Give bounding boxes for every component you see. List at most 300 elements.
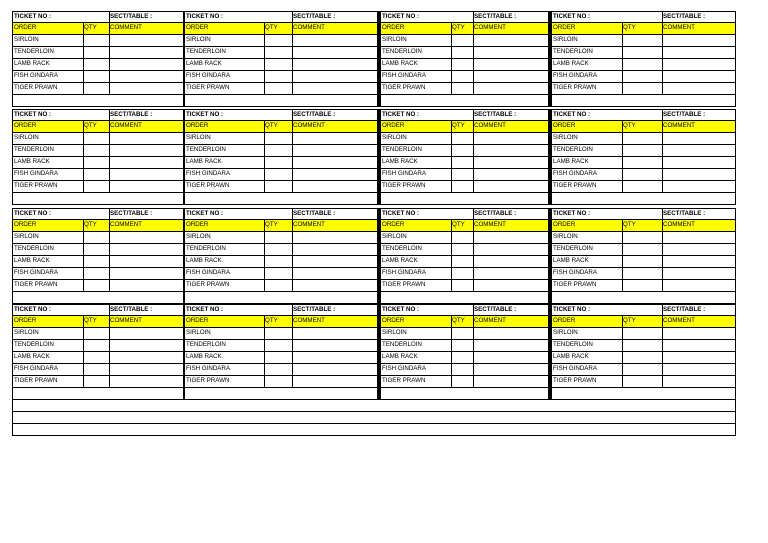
comment-column-header: COMMENT	[293, 317, 325, 325]
comment-column-header: COMMENT	[293, 24, 325, 32]
order-item-qty[interactable]	[264, 280, 292, 291]
ticket-header-row	[381, 208, 548, 220]
order-item-qty[interactable]	[451, 328, 473, 339]
order-item-qty[interactable]	[264, 157, 292, 168]
blank-row	[552, 193, 735, 205]
order-item-qty[interactable]	[451, 376, 473, 387]
order-item-row	[185, 352, 377, 364]
ticket-no-label: TICKET NO :	[382, 305, 420, 313]
order-item-comment[interactable]	[292, 181, 380, 192]
order-item-name: LAMB RACK	[382, 158, 418, 166]
order-item-name: TENDERLOIN	[382, 146, 422, 154]
order-item-row	[381, 145, 548, 157]
order-item-name: SIRLOIN	[186, 134, 211, 142]
order-item-qty[interactable]	[264, 364, 292, 375]
order-item-comment[interactable]	[662, 133, 738, 144]
order-item-qty[interactable]	[622, 268, 662, 279]
order-item-qty[interactable]	[451, 157, 473, 168]
ticket-header-row	[552, 11, 735, 23]
order-column-header: ORDER	[553, 122, 576, 130]
order-item-qty[interactable]	[83, 71, 109, 82]
order-item-qty[interactable]	[264, 59, 292, 70]
order-item-qty[interactable]	[622, 280, 662, 291]
order-item-name: SIRLOIN	[553, 36, 578, 44]
order-item-comment[interactable]	[473, 328, 552, 339]
order-item-comment[interactable]	[292, 59, 380, 70]
order-item-qty[interactable]	[264, 181, 292, 192]
order-item-qty[interactable]	[264, 376, 292, 387]
sect-table-label: SECT/TABLE :	[110, 209, 153, 217]
order-item-comment[interactable]	[473, 47, 552, 58]
order-item-row	[13, 232, 183, 244]
order-item-row	[185, 232, 377, 244]
order-item-comment[interactable]	[292, 133, 380, 144]
comment-column-divider	[109, 109, 110, 193]
order-ticket	[550, 109, 736, 205]
ticket-band	[12, 208, 736, 304]
order-item-qty[interactable]	[451, 71, 473, 82]
order-item-comment[interactable]	[109, 328, 185, 339]
ticket-no-label: TICKET NO :	[553, 305, 591, 313]
blank-row	[13, 95, 183, 107]
order-item-comment[interactable]	[109, 47, 185, 58]
order-item-comment[interactable]	[662, 376, 738, 387]
order-item-row	[381, 352, 548, 364]
ticket-header-row	[185, 304, 377, 316]
order-item-qty[interactable]	[264, 169, 292, 180]
qty-column-header: QTY	[452, 317, 465, 325]
order-item-name: TIGER PRAWN	[382, 281, 426, 289]
order-item-qty[interactable]	[451, 145, 473, 156]
order-item-qty[interactable]	[83, 280, 109, 291]
column-header-row	[552, 220, 735, 232]
order-item-row	[552, 376, 735, 388]
column-header-row	[185, 23, 377, 35]
ticket-no-label: TICKET NO :	[186, 209, 224, 217]
order-item-comment[interactable]	[109, 232, 185, 243]
order-item-comment[interactable]	[662, 71, 738, 82]
order-item-comment[interactable]	[109, 59, 185, 70]
order-item-qty[interactable]	[451, 340, 473, 351]
order-item-qty[interactable]	[83, 35, 109, 46]
sect-table-label: SECT/TABLE :	[663, 12, 706, 20]
order-item-name: TIGER PRAWN	[186, 281, 230, 289]
order-item-comment[interactable]	[662, 232, 738, 243]
order-item-qty[interactable]	[451, 181, 473, 192]
qty-column-header: QTY	[623, 24, 636, 32]
comment-column-header: COMMENT	[474, 122, 506, 130]
qty-column-divider	[622, 316, 623, 388]
order-item-row	[381, 328, 548, 340]
ticket-header-row	[552, 109, 735, 121]
order-item-comment[interactable]	[473, 280, 552, 291]
order-item-qty[interactable]	[622, 340, 662, 351]
order-item-comment[interactable]	[473, 145, 552, 156]
order-item-comment[interactable]	[473, 376, 552, 387]
order-item-comment[interactable]	[292, 376, 380, 387]
order-item-qty[interactable]	[622, 181, 662, 192]
order-item-qty[interactable]	[451, 35, 473, 46]
order-item-qty[interactable]	[264, 145, 292, 156]
ticket-band	[12, 304, 736, 436]
order-item-name: LAMB RACK	[186, 257, 222, 265]
order-column-header: ORDER	[382, 317, 405, 325]
order-item-comment[interactable]	[109, 280, 185, 291]
sect-table-label: SECT/TABLE :	[663, 305, 706, 313]
order-item-comment[interactable]	[662, 35, 738, 46]
order-item-comment[interactable]	[662, 59, 738, 70]
order-item-row	[13, 256, 183, 268]
qty-column-divider	[451, 121, 452, 193]
order-item-comment[interactable]	[109, 352, 185, 363]
order-column-header: ORDER	[186, 122, 209, 130]
order-item-qty[interactable]	[622, 244, 662, 255]
order-item-comment[interactable]	[109, 157, 185, 168]
comment-column-divider	[473, 304, 474, 388]
order-column-header: ORDER	[553, 24, 576, 32]
order-item-comment[interactable]	[292, 35, 380, 46]
ticket-header-row	[13, 11, 183, 23]
order-item-qty[interactable]	[264, 232, 292, 243]
column-header-row	[381, 316, 548, 328]
order-item-qty[interactable]	[264, 352, 292, 363]
order-item-comment[interactable]	[292, 364, 380, 375]
order-ticket	[550, 11, 736, 107]
order-item-comment[interactable]	[473, 169, 552, 180]
order-ticket	[379, 304, 550, 400]
qty-column-divider	[83, 121, 84, 193]
sect-table-label: SECT/TABLE :	[474, 305, 517, 313]
order-item-qty[interactable]	[622, 169, 662, 180]
order-item-row	[13, 145, 183, 157]
order-item-comment[interactable]	[662, 328, 738, 339]
ticket-header-row	[552, 304, 735, 316]
order-item-name: SIRLOIN	[14, 233, 39, 241]
order-item-comment[interactable]	[292, 145, 380, 156]
order-item-comment[interactable]	[473, 71, 552, 82]
order-item-qty[interactable]	[622, 133, 662, 144]
order-item-qty[interactable]	[264, 35, 292, 46]
order-item-qty[interactable]	[83, 157, 109, 168]
order-item-comment[interactable]	[662, 256, 738, 267]
comment-column-header: COMMENT	[663, 317, 695, 325]
order-item-qty[interactable]	[264, 244, 292, 255]
order-item-qty[interactable]	[83, 352, 109, 363]
order-item-comment[interactable]	[109, 376, 185, 387]
comment-column-header: COMMENT	[474, 317, 506, 325]
order-item-qty[interactable]	[83, 169, 109, 180]
ticket-no-label: TICKET NO :	[14, 12, 52, 20]
order-item-row	[13, 181, 183, 193]
order-item-name: FISH GINDARA	[186, 170, 231, 178]
order-item-comment[interactable]	[109, 340, 185, 351]
order-item-qty[interactable]	[264, 328, 292, 339]
order-item-row	[381, 256, 548, 268]
order-item-comment[interactable]	[292, 268, 380, 279]
order-item-name: SIRLOIN	[382, 36, 407, 44]
sect-table-label: SECT/TABLE :	[474, 110, 517, 118]
order-item-qty[interactable]	[451, 244, 473, 255]
order-item-comment[interactable]	[473, 364, 552, 375]
order-item-comment[interactable]	[662, 157, 738, 168]
order-item-name: TENDERLOIN	[14, 341, 54, 349]
ticket-no-label: TICKET NO :	[553, 12, 591, 20]
order-item-comment[interactable]	[292, 157, 380, 168]
order-item-qty[interactable]	[451, 256, 473, 267]
order-ticket	[12, 304, 184, 400]
order-item-qty[interactable]	[451, 83, 473, 94]
order-item-comment[interactable]	[292, 340, 380, 351]
ticket-band	[12, 11, 736, 109]
order-item-name: TENDERLOIN	[14, 146, 54, 154]
order-ticket	[184, 208, 379, 304]
order-item-comment[interactable]	[109, 83, 185, 94]
order-item-qty[interactable]	[622, 47, 662, 58]
comment-column-divider	[473, 109, 474, 193]
order-item-name: FISH GINDARA	[553, 365, 598, 373]
order-item-comment[interactable]	[292, 244, 380, 255]
order-column-header: ORDER	[14, 122, 37, 130]
order-item-comment[interactable]	[109, 71, 185, 82]
order-item-name: SIRLOIN	[14, 36, 39, 44]
order-item-qty[interactable]	[451, 47, 473, 58]
order-item-comment[interactable]	[292, 169, 380, 180]
order-item-comment[interactable]	[662, 280, 738, 291]
order-item-row	[381, 244, 548, 256]
order-ticket	[379, 109, 550, 205]
order-item-comment[interactable]	[662, 244, 738, 255]
order-item-name: LAMB RACK	[14, 158, 50, 166]
order-item-qty[interactable]	[83, 145, 109, 156]
comment-column-header: COMMENT	[474, 24, 506, 32]
order-item-qty[interactable]	[622, 145, 662, 156]
order-item-comment[interactable]	[292, 47, 380, 58]
order-item-comment[interactable]	[109, 268, 185, 279]
ticket-no-label: TICKET NO :	[186, 110, 224, 118]
order-item-name: TENDERLOIN	[382, 48, 422, 56]
order-item-qty[interactable]	[83, 244, 109, 255]
order-item-comment[interactable]	[292, 83, 380, 94]
order-item-comment[interactable]	[109, 256, 185, 267]
comment-column-header: COMMENT	[110, 24, 142, 32]
column-header-row	[381, 220, 548, 232]
order-ticket	[12, 109, 184, 205]
order-item-qty[interactable]	[83, 232, 109, 243]
order-ticket	[550, 304, 736, 400]
order-item-comment[interactable]	[473, 244, 552, 255]
blank-row	[12, 400, 736, 412]
order-item-comment[interactable]	[473, 35, 552, 46]
order-item-name: SIRLOIN	[382, 233, 407, 241]
order-item-comment[interactable]	[109, 145, 185, 156]
order-item-comment[interactable]	[662, 364, 738, 375]
order-item-qty[interactable]	[264, 256, 292, 267]
order-item-qty[interactable]	[83, 181, 109, 192]
qty-column-divider	[264, 121, 265, 193]
order-item-qty[interactable]	[264, 71, 292, 82]
column-header-row	[13, 23, 183, 35]
qty-column-header: QTY	[265, 317, 278, 325]
order-item-comment[interactable]	[662, 83, 738, 94]
column-header-row	[13, 316, 183, 328]
order-item-qty[interactable]	[622, 232, 662, 243]
column-header-row	[381, 23, 548, 35]
order-item-qty[interactable]	[83, 256, 109, 267]
order-item-comment[interactable]	[109, 244, 185, 255]
order-item-name: TIGER PRAWN	[14, 182, 58, 190]
order-item-name: FISH GINDARA	[382, 170, 427, 178]
order-item-row	[185, 47, 377, 59]
order-item-qty[interactable]	[451, 169, 473, 180]
blank-row	[13, 292, 183, 304]
order-item-qty[interactable]	[83, 83, 109, 94]
order-item-row	[185, 244, 377, 256]
order-column-header: ORDER	[186, 221, 209, 229]
order-item-comment[interactable]	[662, 145, 738, 156]
order-item-comment[interactable]	[109, 169, 185, 180]
order-item-qty[interactable]	[622, 376, 662, 387]
order-item-row	[185, 59, 377, 71]
order-item-comment[interactable]	[473, 133, 552, 144]
order-item-qty[interactable]	[622, 83, 662, 94]
order-item-qty[interactable]	[83, 376, 109, 387]
order-item-comment[interactable]	[473, 83, 552, 94]
order-item-row	[185, 145, 377, 157]
ticket-no-label: TICKET NO :	[382, 12, 420, 20]
order-item-qty[interactable]	[83, 47, 109, 58]
order-item-comment[interactable]	[292, 280, 380, 291]
order-item-qty[interactable]	[451, 364, 473, 375]
order-item-name: TENDERLOIN	[186, 341, 226, 349]
order-item-comment[interactable]	[662, 47, 738, 58]
order-item-qty[interactable]	[83, 328, 109, 339]
order-item-comment[interactable]	[109, 364, 185, 375]
ticket-header-row	[552, 208, 735, 220]
blank-row	[13, 193, 183, 205]
order-item-qty[interactable]	[622, 157, 662, 168]
order-item-comment[interactable]	[292, 352, 380, 363]
order-item-comment[interactable]	[109, 35, 185, 46]
order-item-row	[381, 133, 548, 145]
order-item-name: TENDERLOIN	[553, 341, 593, 349]
order-item-name: FISH GINDARA	[382, 365, 427, 373]
qty-column-header: QTY	[452, 24, 465, 32]
order-item-qty[interactable]	[622, 256, 662, 267]
order-item-comment[interactable]	[662, 169, 738, 180]
order-item-qty[interactable]	[622, 364, 662, 375]
ticket-no-label: TICKET NO :	[553, 110, 591, 118]
order-item-comment[interactable]	[473, 340, 552, 351]
qty-column-divider	[264, 23, 265, 95]
order-item-qty[interactable]	[451, 268, 473, 279]
order-item-row	[185, 71, 377, 83]
order-item-row	[185, 181, 377, 193]
qty-column-header: QTY	[84, 317, 97, 325]
order-item-qty[interactable]	[83, 133, 109, 144]
order-item-comment[interactable]	[662, 181, 738, 192]
qty-column-header: QTY	[84, 122, 97, 130]
ticket-header-row	[381, 11, 548, 23]
order-item-qty[interactable]	[451, 133, 473, 144]
qty-column-header: QTY	[623, 221, 636, 229]
order-item-row	[13, 71, 183, 83]
order-item-qty[interactable]	[83, 340, 109, 351]
ticket-no-label: TICKET NO :	[553, 209, 591, 217]
order-ticket	[184, 304, 379, 400]
order-item-comment[interactable]	[662, 268, 738, 279]
order-item-qty[interactable]	[83, 364, 109, 375]
order-item-name: SIRLOIN	[14, 134, 39, 142]
order-item-qty[interactable]	[83, 59, 109, 70]
order-item-name: FISH GINDARA	[186, 72, 231, 80]
order-item-comment[interactable]	[292, 71, 380, 82]
order-item-row	[381, 157, 548, 169]
qty-column-header: QTY	[452, 122, 465, 130]
comment-column-header: COMMENT	[293, 221, 325, 229]
order-item-comment[interactable]	[292, 256, 380, 267]
column-header-row	[13, 121, 183, 133]
order-item-row	[552, 364, 735, 376]
order-item-qty[interactable]	[451, 280, 473, 291]
column-header-row	[185, 220, 377, 232]
order-item-qty[interactable]	[622, 328, 662, 339]
order-item-comment[interactable]	[109, 181, 185, 192]
order-item-qty[interactable]	[264, 83, 292, 94]
order-item-name: SIRLOIN	[186, 233, 211, 241]
order-item-qty[interactable]	[264, 133, 292, 144]
order-item-qty[interactable]	[264, 340, 292, 351]
order-item-qty[interactable]	[83, 268, 109, 279]
order-item-comment[interactable]	[473, 59, 552, 70]
order-item-comment[interactable]	[662, 340, 738, 351]
order-item-qty[interactable]	[264, 47, 292, 58]
order-item-name: FISH GINDARA	[14, 72, 59, 80]
order-item-row	[185, 340, 377, 352]
order-item-comment[interactable]	[473, 232, 552, 243]
qty-column-divider	[83, 23, 84, 95]
order-item-row	[185, 35, 377, 47]
order-item-comment[interactable]	[473, 157, 552, 168]
order-item-row	[13, 83, 183, 95]
qty-column-divider	[622, 121, 623, 193]
order-item-qty[interactable]	[622, 35, 662, 46]
order-item-qty[interactable]	[622, 59, 662, 70]
order-item-qty[interactable]	[622, 71, 662, 82]
order-item-comment[interactable]	[292, 328, 380, 339]
ticket-header-row	[185, 109, 377, 121]
order-item-row	[13, 376, 183, 388]
order-item-row	[552, 256, 735, 268]
order-item-comment[interactable]	[473, 352, 552, 363]
order-item-comment[interactable]	[473, 181, 552, 192]
qty-column-divider	[622, 220, 623, 292]
order-item-name: LAMB RACK	[553, 158, 589, 166]
order-item-qty[interactable]	[451, 232, 473, 243]
order-item-qty[interactable]	[264, 268, 292, 279]
order-item-qty[interactable]	[451, 59, 473, 70]
order-item-comment[interactable]	[473, 256, 552, 267]
order-item-row	[381, 169, 548, 181]
order-item-name: TENDERLOIN	[14, 48, 54, 56]
order-item-qty[interactable]	[622, 352, 662, 363]
order-item-qty[interactable]	[451, 352, 473, 363]
order-item-comment[interactable]	[662, 352, 738, 363]
order-item-row	[381, 71, 548, 83]
order-item-comment[interactable]	[292, 232, 380, 243]
order-item-comment[interactable]	[473, 268, 552, 279]
order-item-comment[interactable]	[109, 133, 185, 144]
order-item-name: FISH GINDARA	[553, 269, 598, 277]
